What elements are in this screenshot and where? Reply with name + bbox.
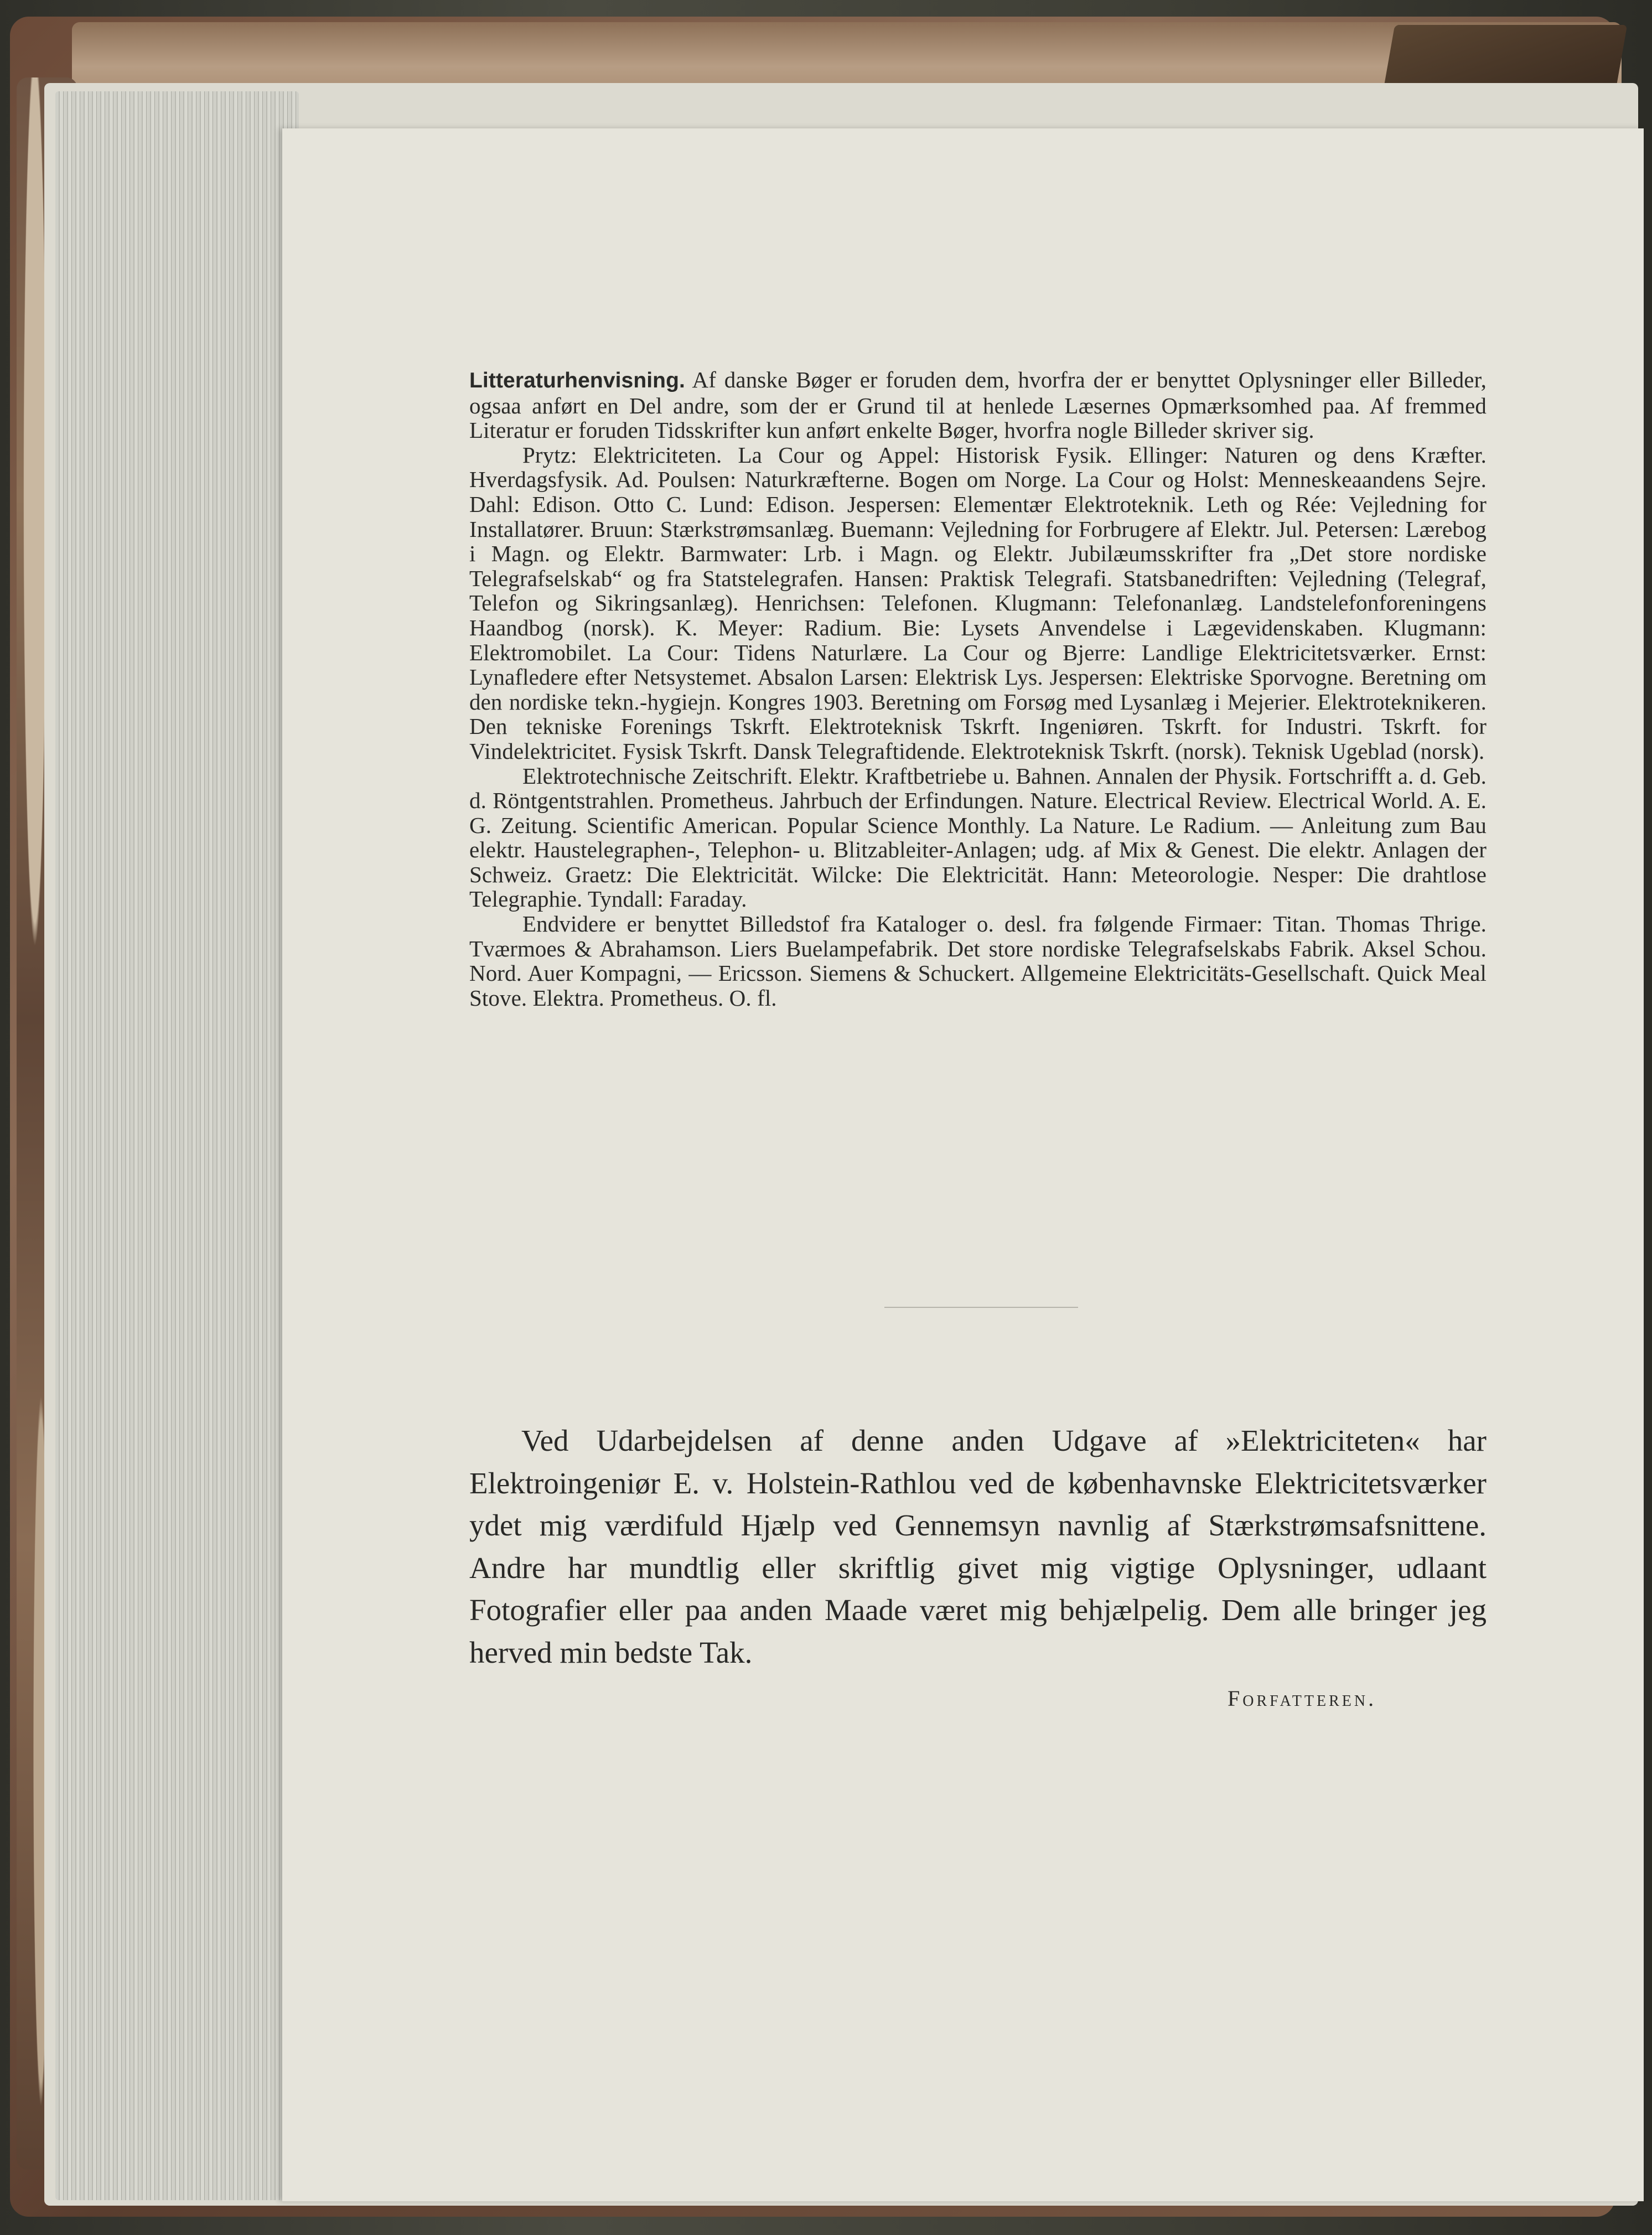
acknowledgement-paragraph: Ved Udarbejdelsen af denne anden Udgave af »Elektriciteten« har Elektroingeniør E. v. Holstein-Rathlou ved de københavnske Elektricitetsværker ydet mig værdifuld Hjælp ved Gennemsyn navnlig af Stærkstrømsafsnittene. Andre har mundtlig eller skriftlig givet mig vigtige Oplysninger, udlaant Fotografier eller paa anden Maade været mig behjælpelig. Dem alle bringer jeg herved min bedste Tak. [469, 1424, 1487, 1669]
author-signature: Forfatteren. [1228, 1686, 1377, 1711]
section-divider [884, 1307, 1078, 1308]
literature-section [469, 368, 1487, 1010]
foreign-books-paragraph: Elektrotechnische Zeitschrift. Elektr. Kraftbetriebe u. Bahnen. Annalen der Physik. Fortschrifft a. d. Geb. d. Röntgentstrahlen. Prometheus. Jahrbuch der Erfindungen. Nature. Electrical Review. Electrical World. A. E. G. Zeitung. Scientific American. Popular Science Monthly. La Nature. Le Radium. — Anleitung zum Bau elektr. Haustelegraphen-, Telephon- u. Blitzableiter-Anlagen; udg. af Mix & Genest. Die elektr. Anlagen der Schweiz. Graetz: Die Elektricität. Wilcke: Die Elektricität. Hann: Meteorologie. Nesper: Die drahtlose Telegraphie. Tyndall: Faraday. [469, 763, 1487, 912]
danish-books-paragraph: Prytz: Elektriciteten. La Cour og Appel: Historisk Fysik. Ellinger: Naturen og dens Kræfter. Hverdagsfysik. Ad. Poulsen: Naturkræfterne. Bogen om Norge. La Cour og Holst: Menneskeaandens Sejre. Dahl: Edison. Otto C. Lund: Edison. Jespersen: Elementær Elektroteknik. Leth og Rée: Vejledning for Installatører. Bruun: Stærkstrømsanlæg. Buemann: Vejledning for Forbrugere af Elektr. Jul. Petersen: Lærebog i Magn. og Elektr. Barmwater: Lrb. i Magn. og Elektr. Jubilæumsskrifter fra „Det store nordiske Telegrafselskab“ og fra Statstelegrafen. Hansen: Praktisk Telegrafi. Statsbanedriften: Vejledning (Telegraf, Telefon og Sikringsanlæg). Henrichsen: Telefonen. Klugmann: Telefonanlæg. Landstelefonforeningens Haandbog (norsk). K. Meyer: Radium. Bie: Lysets Anvendelse i Lægevidenskaben. Klugmann: Elektromobilet. La Cour: Tidens Naturlære. La Cour og Bjerre: Landlige Elektricitetsværker. Ernst: Lynafledere efter Netsystemet. Absalon Larsen: Elektrisk Lys. Jespersen: Elektriske Sporvogne. Beretning om den nordiske tekn.-hygiejn. Kongres 1903. Beretning om Forsøg med Lysanlæg i Mejerier. Elektroteknikeren. Den tekniske Forenings Tskrft. Elektroteknisk Tskrft. Ingeniøren. Tskrft. for Industri. Tskrft. for Vindelektricitet. Fysisk Tskrft. Dansk Telegraftidende. Elektroteknisk Tskrft. (norsk). Teknisk Ugeblad (norsk). [469, 442, 1487, 764]
literature-intro-paragraph [469, 368, 1487, 443]
page-edges [55, 91, 299, 2200]
literature-heading: Litteraturhenvisning. [469, 369, 685, 392]
firms-paragraph: Endvidere er benyttet Billedstof fra Kataloger o. desl. fra følgende Firmaer: Titan. Thomas Thrige. Tværmoes & Abrahamson. Liers Buelampefabrik. Det store nordiske Telegrafselskabs Fabrik. Aksel Schou. Nord. Auer Kompagni, — Ericsson. Siemens & Schuckert. Allgemeine Elektricitäts-Gesellschaft. Quick Meal Stove. Elektra. Prometheus. O. fl. [469, 911, 1487, 1011]
literature-intro: Af danske Bøger er foruden dem, hvorfra der er benyttet Oplysninger eller Billeder, ogsaa anført en Del andre, som der er Grund til at henlede Læsernes Opmærksomhed paa. Af fremmed Literatur er foruden Tidsskrifter kun anført enkelte Bøger, hvorfra nogle Billeder skriver sig. [469, 367, 1487, 443]
